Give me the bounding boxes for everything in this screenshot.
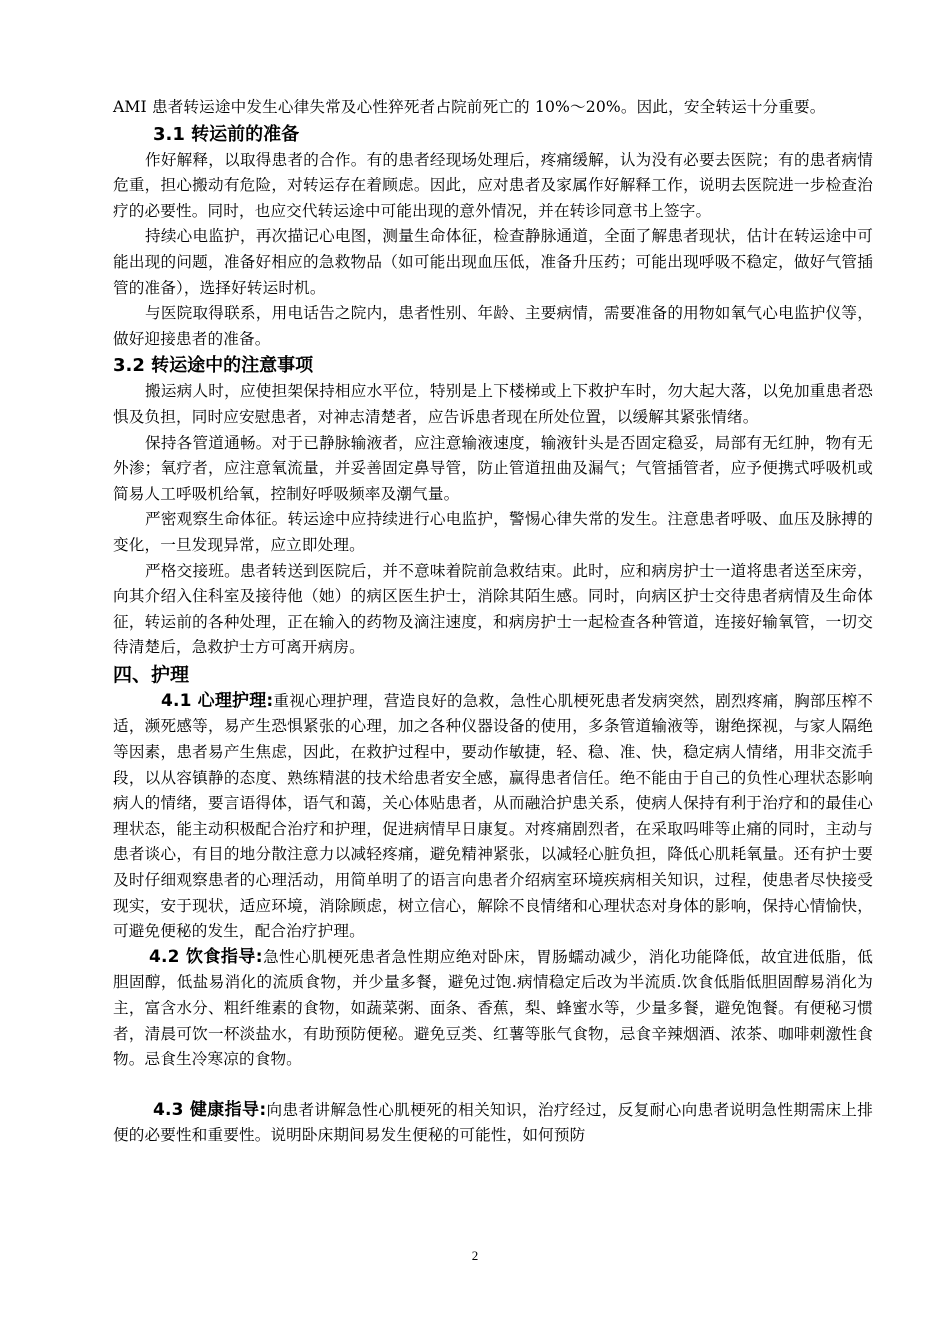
section-3-2-paragraph-2: 保持各管道通畅。对于已静脉输液者，应注意输液速度，输液针头是否固定稳妥，局部有无红肿，物有无外渗；氧疗者，应注意氧流量，并妥善固定鼻导管，防止管道扭曲及漏气；气管插管者，应予便携式呼吸机或简易人工呼吸机给氧，控制好呼吸频率及潮气量。 xyxy=(113,433,873,503)
section-4-1-lead: 4.1 心理护理: xyxy=(161,690,274,711)
section-4-2-lead: 4.2 饮食指导: xyxy=(149,946,263,967)
section-3-2-heading: 3.2 转运途中的注意事项 xyxy=(113,355,314,377)
page-content xyxy=(113,95,873,1149)
section-3-1-paragraph-3: 与医院取得联系，用电话告之院内，患者性别、年龄、主要病情，需要准备的用物如氧气心电监护仪等，做好迎接患者的准备。 xyxy=(113,304,873,348)
section-4-3-paragraph xyxy=(113,1098,873,1149)
section-4-2-body: 急性心肌梗死患者急性期应绝对卧床，胃肠蠕动减少，消化功能降低，故宜进低脂，低胆固醇，低盐易消化的流质食物，并少量多餐，避免过饱.病情稳定后改为半流质.饮食低脂低胆固醇易消化为主，富含水分、粗纤维素的食物，如蔬菜粥、面条、香蕉，梨、蜂蜜水等，少量多餐，避免饱餐。有便秘习惯者，清晨可饮一杯淡盐水，有助预防便秘。避免豆类、红薯等胀气食物，忌食辛辣烟酒、浓茶、咖啡刺激性食物。忌食生冷寒凉的食物。 xyxy=(113,947,874,1069)
section-3-1-heading: 3.1 转运前的准备 xyxy=(153,123,300,145)
section-4-3-body: 向患者讲解急性心肌梗死的相关知识，治疗经过，反复耐心向患者说明急性期需床上排便的必要性和重要性。说明卧床期间易发生便秘的可能性，如何预防 xyxy=(113,1100,873,1145)
section-4-heading: 四、护理 xyxy=(113,663,190,686)
section-4-1-paragraph xyxy=(113,689,873,945)
section-4-3-lead: 4.3 健康指导: xyxy=(153,1099,267,1120)
section-3-2-paragraph-3: 严密观察生命体征。转运途中应持续进行心电监护，警惕心律失常的发生。注意患者呼吸、血压及脉搏的变化，一旦发现异常，应立即处理。 xyxy=(113,510,873,554)
page-number: 2 xyxy=(471,1248,479,1263)
paragraph-gap xyxy=(113,1073,873,1098)
section-3-2-paragraph-4: 严格交接班。患者转送到医院后，并不意味着院前急救结束。此时，应和病房护士一道将患者送至床旁，向其介绍入住科室及接待他（她）的病区医生护士，消除其陌生感。同时，向病区护士交待患者病情及生命体征，转运前的各种处理，正在输入的药物及滴注速度，和病房护士一起检查各种管道，连接好输氧管，一切交待清楚后，急救护士方可离开病房。 xyxy=(113,561,873,657)
intro-paragraph: AMI 患者转运途中发生心律失常及心性猝死者占院前死亡的 10%～20%。因此，安全转运十分重要。 xyxy=(113,98,826,116)
section-4-2-paragraph xyxy=(113,945,873,1073)
section-3-1-paragraph-1: 作好解释，以取得患者的合作。有的患者经现场处理后，疼痛缓解，认为没有必要去医院；有的患者病情危重，担心搬动有危险，对转运存在着顾虑。因此，应对患者及家属作好解释工作，说明去医院进一步检查治疗的必要性。同时，也应交代转运途中可能出现的意外情况，并在转诊同意书上签字。 xyxy=(113,150,873,220)
section-3-2-paragraph-1: 搬运病人时，应使担架保持相应水平位，特别是上下楼梯或上下救护车时，勿大起大落，以免加重患者恐惧及负担，同时应安慰患者，对神志清楚者，应告诉患者现在所处位置，以缓解其紧张情绪。 xyxy=(113,382,873,426)
section-3-1-paragraph-2: 持续心电监护，再次描记心电图，测量生命体征，检查静脉通道，全面了解患者现状，估计在转运途中可能出现的问题，准备好相应的急救物品（如可能出现血压低，准备升压药；可能出现呼吸不稳定，做好气管插管的准备），选择好转运时机。 xyxy=(113,227,873,297)
section-4-1-body: 重视心理护理，营造良好的急救，急性心肌梗死患者发病突然，剧烈疼痛，胸部压榨不适，濒死感等，易产生恐惧紧张的心理，加之各种仪器设备的使用，多条管道输液等，谢绝探视，与家人隔绝等因素，患者易产生焦虑，因此，在救护过程中，要动作敏捷，轻、稳、准、快，稳定病人情绪，用非交流手段，以从容镇静的态度、熟练精湛的技术给患者安全感，赢得患者信任。绝不能由于自己的负性心理状态影响病人的情绪，要言语得体，语气和蔼，关心体贴患者，从而融洽护患关系，使病人保持有利于治疗和的最佳心理状态，能主动积极配合治疗和护理，促进病情早日康复。对疼痛剧烈者，在采取吗啡等止痛的同时，主动与患者谈心，有目的地分散注意力以减轻疼痛，避免精神紧张，以减轻心脏负担，降低心肌耗氧量。还有护士要及时仔细观察患者的心理活动，用简单明了的语言向患者介绍病室环境疾病相关知识，过程，使患者尽快接受现实，安于现状，适应环境，消除顾虑，树立信心，解除不良情绪和心理状态对身体的影响，保持心情愉快，可避免便秘的发生，配合治疗护理。 xyxy=(113,691,874,941)
